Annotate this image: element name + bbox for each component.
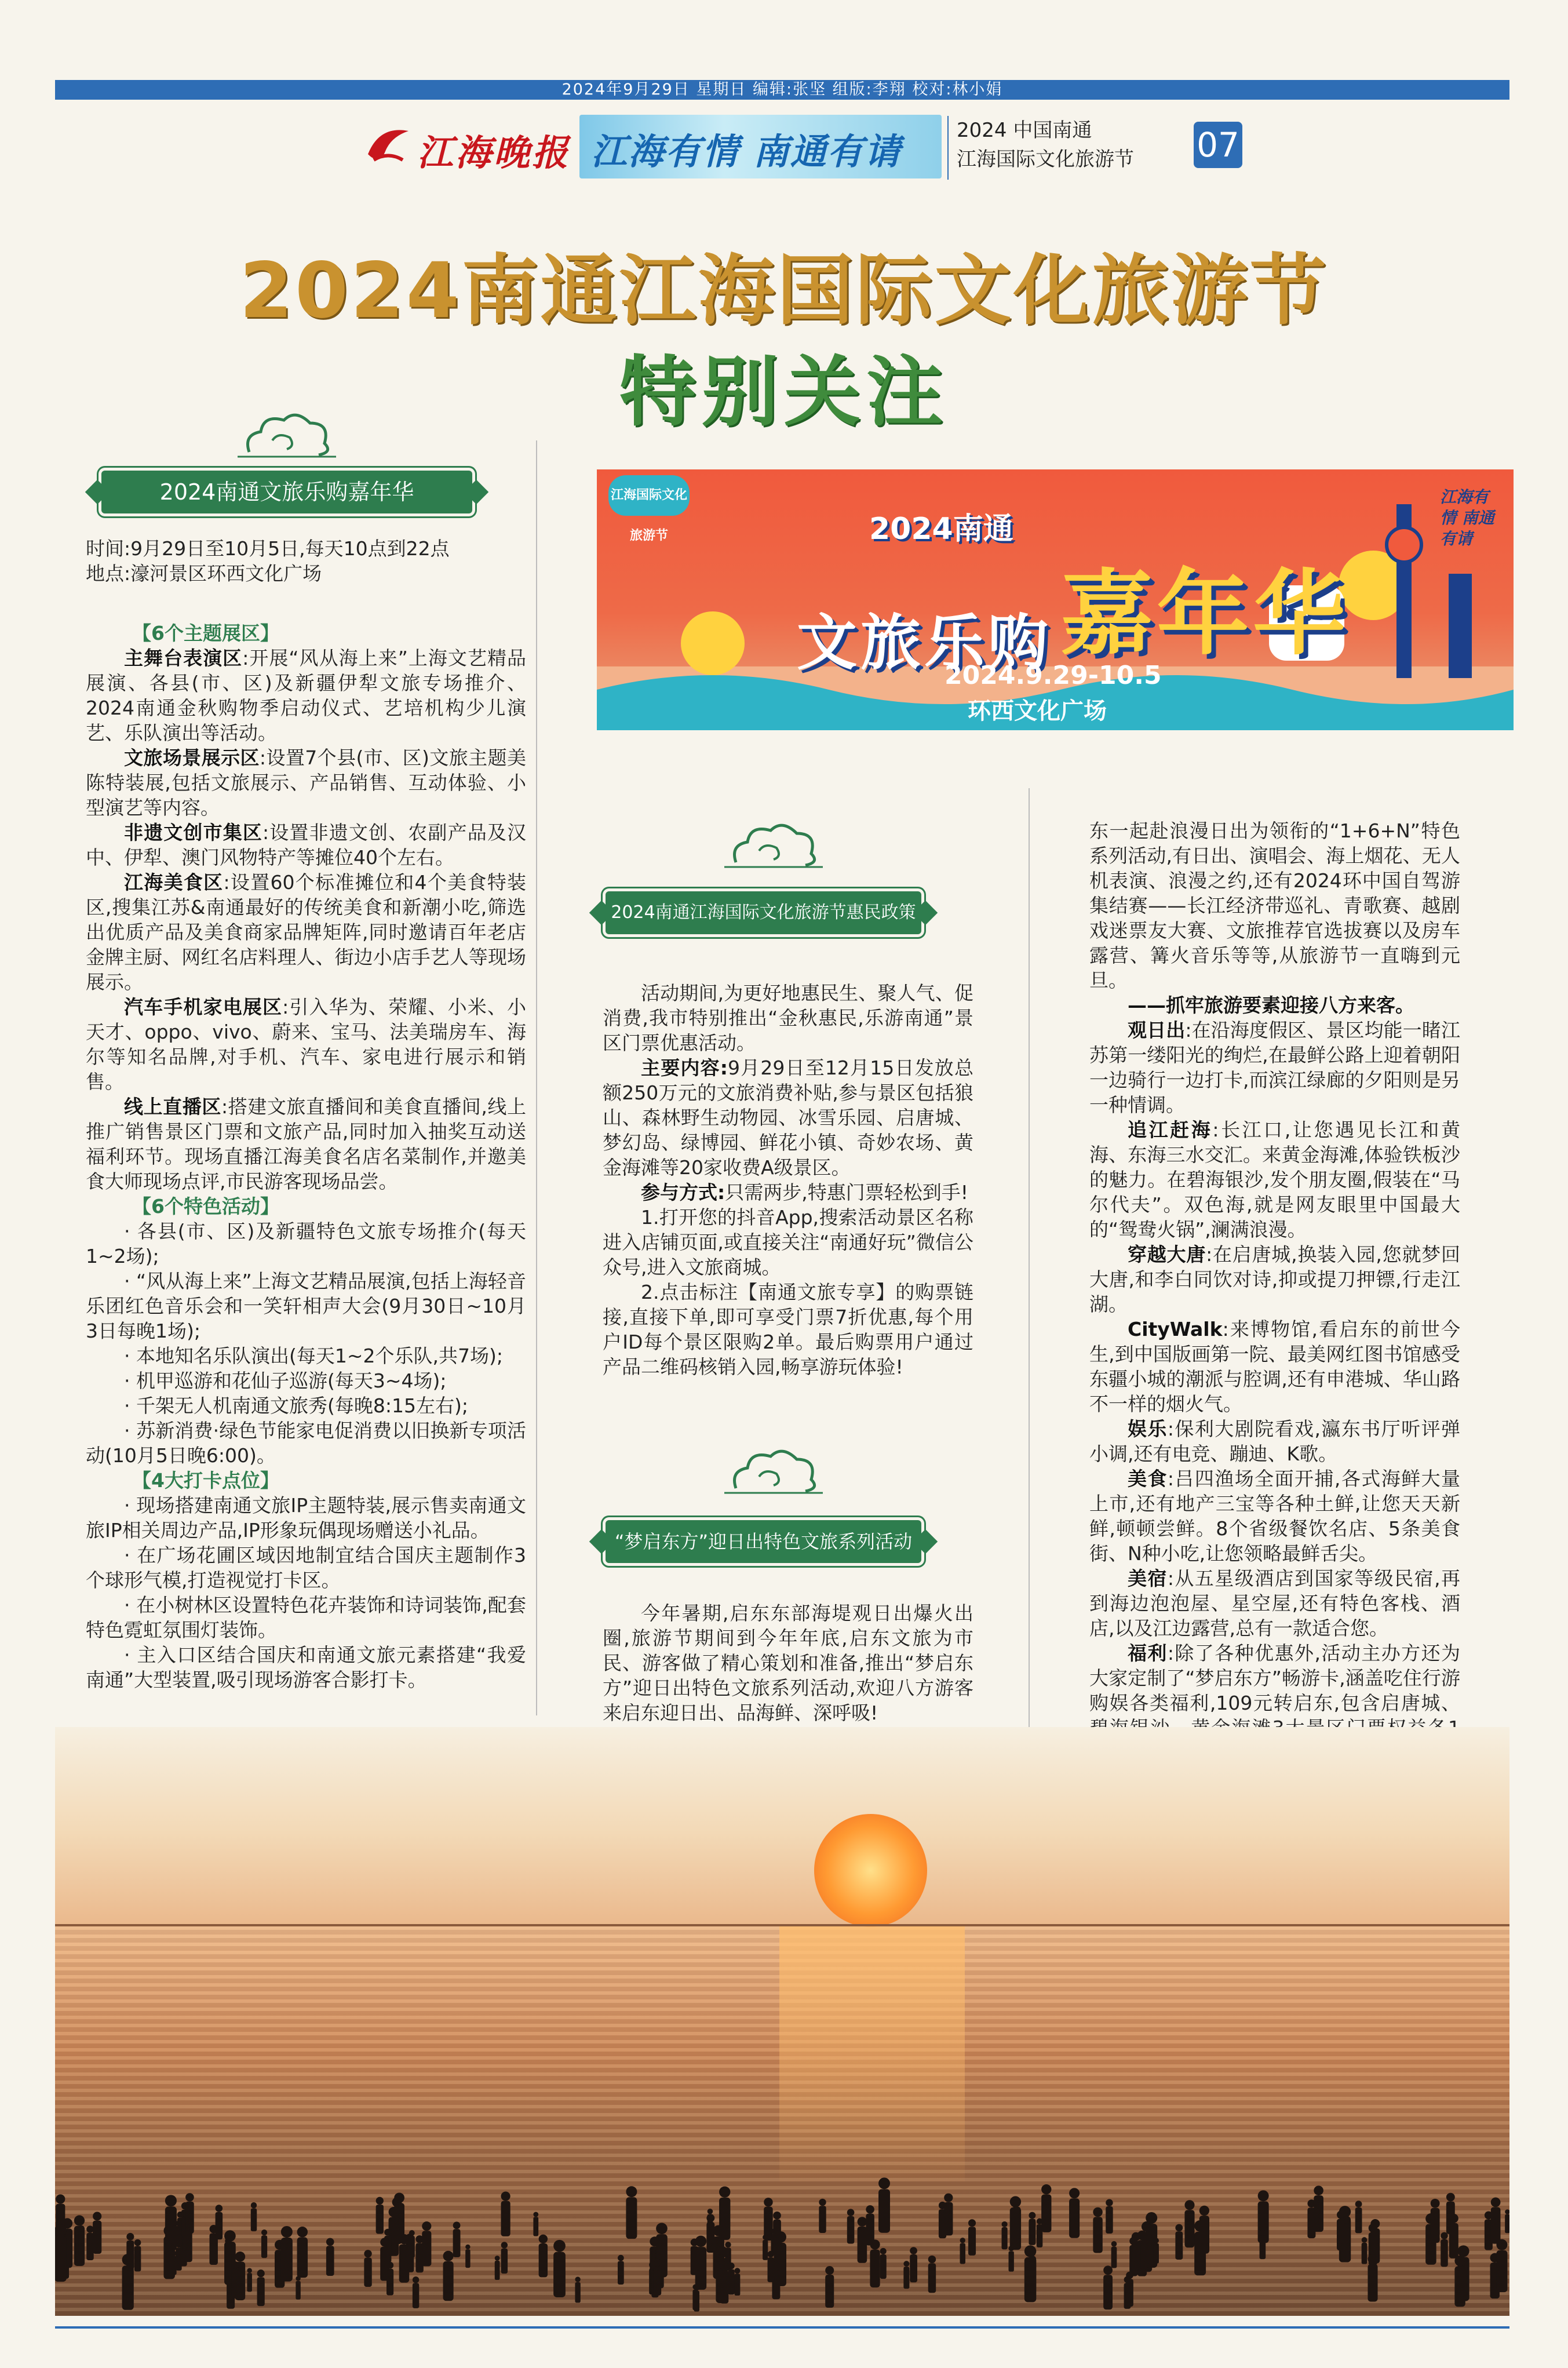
zone-item: 非遗文创市集区:设置非遗文创、农副产品及汉中、伊犁、澳门风物特产等摊位40个左右。	[86, 821, 527, 869]
zone-item: 主舞台表演区:开展“风从海上来”上海文艺精品展演、各县(市、区)及新疆伊犁文旅专场推介、2024南通金秋购物季启动仪式、艺培机构少儿演艺、乐队演出等活动。	[86, 647, 527, 744]
person-silhouette	[1491, 2198, 1501, 2244]
headline-line-2: 特别关注	[619, 348, 949, 437]
zone-item: 线上直播区:搭建文旅直播间和美食直播间,线上推广销售景区门票和文旅产品,同时加入抽奖互动送福利环节。现场直播江海美食名店名菜制作,并邀美食大师现场点评,市民游客现场品尝。	[86, 1095, 527, 1193]
column-2-top	[603, 981, 973, 1379]
sunrise-photo	[55, 1727, 1509, 2316]
person-silhouette	[1199, 2206, 1209, 2254]
poster-date: 2024.9.29-10.5	[945, 661, 1162, 690]
person-silhouette	[296, 2276, 300, 2299]
person-silhouette	[1505, 2209, 1509, 2233]
poster-title-big: 嘉年华	[1060, 559, 1350, 668]
person-silhouette	[86, 2225, 93, 2260]
person-silhouette	[903, 2261, 909, 2289]
person-silhouette	[297, 2227, 308, 2278]
person-silhouette	[1154, 2238, 1159, 2263]
issue-line-2: 江海国际文化旅游节	[957, 148, 1134, 171]
column-1	[86, 536, 526, 1692]
column-3	[1089, 818, 1460, 1815]
person-silhouette	[326, 2238, 334, 2276]
activity-item: · 本地知名乐队演出(每天1~2个乐队,共7场);	[124, 1345, 503, 1367]
activity-item: · “风从海上来”上海文艺精品展演,包括上海轻音乐团红色音乐会和一笑轩相声大会(9月30日~10月3日每晚1场);	[86, 1270, 526, 1342]
page-number: 07	[1194, 122, 1242, 168]
person-silhouette	[1260, 2229, 1266, 2259]
activity-item: · 机甲巡游和花仙子巡游(每天3~4场);	[124, 1369, 447, 1392]
zones-heading: 【6个主题展区】	[132, 622, 279, 644]
person-silhouette	[878, 2177, 890, 2232]
person-silhouette	[1355, 2201, 1362, 2233]
sunrise-item: 美食:吕四渔场全面开捕,各式海鲜大量上市,还有地产三宝等各种土鲜,让您天天新鲜,顿顿尝鲜。8个省级餐饮名店、5条美食街、N种小吃,让您领略最鲜舌尖。	[1089, 1467, 1461, 1565]
person-silhouette	[126, 2233, 134, 2269]
sunrise-item: CityWalk:来博物馆,看启东的前世今生,到中国版画第一院、最美网红图书馆感受东疆小城的潮派与腔调,还有申港城、华山路不一样的烟火气。	[1089, 1318, 1460, 1415]
person-silhouette	[1106, 2199, 1113, 2234]
person-silhouette	[1069, 2188, 1080, 2238]
person-silhouette	[695, 2236, 707, 2290]
slogan-banner	[579, 115, 942, 178]
person-silhouette	[281, 2226, 293, 2282]
poster-corner-text: 江海有情 南通有请	[1440, 487, 1494, 548]
poster-title-line2: 文旅乐购	[797, 607, 1052, 678]
headline-line-1: 2024南通江海国际文化旅游节	[239, 246, 1329, 336]
sunrise-intro: 今年暑期,启东东部海堤观日出爆火出圈,旅游节期间到今年年底,启东文旅为市民、游客做了精心策划和准备,推出“梦启东方”迎日出特色文旅系列活动,欢迎八方游客来启东迎日出、品海鲜、深呼吸!	[603, 1602, 973, 1724]
person-silhouette	[533, 2212, 538, 2236]
person-silhouette	[880, 2248, 887, 2279]
section-title-sunrise: “梦启东方”迎日出特色文旅系列活动	[606, 1520, 921, 1563]
person-silhouette	[1175, 2224, 1183, 2260]
person-silhouette	[1002, 2221, 1008, 2249]
column-divider	[1029, 788, 1030, 1878]
person-silhouette	[1343, 2216, 1351, 2252]
person-silhouette	[768, 2251, 774, 2282]
policy-step-1: 1.打开您的抖音App,搜索活动景区名称进入店铺页面,或直接关注“南通好玩”微信公众号,进入文旅商城。	[603, 1206, 973, 1278]
person-silhouette	[501, 2242, 508, 2274]
person-silhouette	[1431, 2199, 1440, 2243]
sunrise-item: 福利:除了各种优惠外,活动主办方还为大家定制了“梦启东方”畅游卡,涵盖吃住行游购娱各类福利,109元转启东,包含启唐城、	[1089, 1642, 1461, 1714]
zone-item: 汽车手机家电展区:引入华为、荣耀、小米、小天才、oppo、vivo、蔚来、宝马、法美瑞房车、海尔等知名品牌,对手机、汽车、家电进行展示和销售。	[86, 996, 526, 1093]
person-silhouette	[1132, 2232, 1140, 2274]
logo-text: 江海晚报	[417, 132, 571, 174]
sunrise-continued: 东一起赴浪漫日出为领衔的“1+6+N”特色系列活动,有日出、演唱会、海上烟花、无人机表演、浪漫之约,还有2024环中国自驾游集结赛——长江经济带巡礼、青歌赛、越剧戏迷票友大赛、文旅推荐官选拔赛以及房车露营、篝火音乐等等,从旅游节一直嗨到元旦。	[1089, 819, 1460, 992]
bottom-rule	[55, 2326, 1509, 2329]
person-silhouette	[257, 2269, 265, 2306]
person-silhouette	[185, 2193, 194, 2234]
logo-mark-icon	[362, 119, 414, 172]
activity-item: · 千架无人机南通文旅秀(每晚8:15左右);	[124, 1394, 468, 1417]
poster-decoration-icon	[597, 469, 1514, 730]
carnival-poster	[597, 469, 1514, 730]
zone-item: 文旅场景展示区:设置7个县(市、区)文旅主题美陈特装展,包括文旅展示、产品销售、互动体验、小型演艺等内容。	[86, 746, 526, 819]
person-silhouette	[1103, 2265, 1113, 2309]
person-silhouette	[1454, 2256, 1465, 2307]
checkin-item: · 在广场花圃区域因地制宜结合国庆主题制作3个球形气模,打造视觉打卡区。	[86, 1544, 526, 1591]
cloud-ornament-icon	[238, 406, 336, 464]
person-silhouette	[1449, 2214, 1458, 2258]
policy-how: 参与方式:只需两步,特惠门票轻松到手!	[641, 1181, 968, 1204]
issue-line-1: 2024 中国南通	[957, 119, 1092, 142]
person-silhouette	[247, 2268, 252, 2292]
policy-main: 主要内容:9月29日至12月15日发放总额250万元的文旅消费补贴,参与景区包括狼山、森林野生动物园、冰雪乐园、启唐城、梦幻岛、绿博园、鲜花小镇、奇妙农场、黄金海滩等20家收费A级景区。	[603, 1057, 973, 1179]
person-silhouette	[1496, 2239, 1507, 2292]
person-silhouette	[465, 2245, 470, 2268]
person-silhouette	[1029, 2212, 1035, 2245]
checkin-item: · 主入口区结合国庆和南通文旅元素搭建“我爱南通”大型装置,吸引现场游客合影打卡。	[86, 1644, 526, 1691]
slogan-text: 江海有情 南通有请	[591, 130, 902, 173]
person-silhouette	[453, 2221, 461, 2257]
person-silhouette	[968, 2219, 976, 2256]
beach-crowd-icon	[55, 2162, 1509, 2316]
poster-title-small: 2024南通	[869, 512, 1013, 547]
person-silhouette	[539, 2235, 548, 2278]
person-silhouette	[575, 2276, 580, 2303]
column-divider	[536, 440, 537, 1715]
person-silhouette	[1368, 2254, 1377, 2302]
person-silhouette	[261, 2229, 267, 2258]
person-silhouette	[719, 2187, 730, 2240]
newspaper-logo	[362, 119, 571, 172]
person-silhouette	[409, 2230, 415, 2258]
sunrise-sub-2: ——抓牢旅游要素迎接八方来客。	[1128, 994, 1414, 1017]
person-silhouette	[78, 2225, 85, 2255]
person-silhouette	[399, 2234, 410, 2283]
sunrise-item: 穿越大唐:在启唐城,换装入园,您就梦回大唐,和李白同饮对诗,抑或提刀押镖,行走江湖。	[1089, 1243, 1460, 1316]
event-place: 地点:濠河景区环西文化广场	[86, 562, 322, 585]
person-silhouette	[553, 2240, 566, 2297]
person-silhouette	[763, 2235, 768, 2260]
person-silhouette	[501, 2191, 510, 2236]
issue-label	[947, 116, 1165, 180]
cloud-ornament-icon	[724, 1442, 823, 1500]
activity-item: · 各县(市、区)及新疆特色文旅专场推介(每天1~2场);	[86, 1220, 526, 1267]
person-silhouette	[1041, 2184, 1051, 2232]
person-silhouette	[1126, 2272, 1133, 2307]
person-silhouette	[376, 2197, 384, 2234]
person-silhouette	[225, 2238, 232, 2269]
policy-intro: 活动期间,为更好地惠民生、聚人气、促消费,我市特别推出“金秋惠民,乐游南通”景区门票优惠活动。	[603, 982, 973, 1054]
section-title-carnival: 2024南通文旅乐购嘉年华	[101, 471, 472, 513]
person-silhouette	[910, 2247, 917, 2282]
checkin-item: · 现场搭建南通文旅IP主题特装,展示售卖南通文旅IP相关周边产品,IP形象玩偶现场赠送小礼品。	[86, 1494, 526, 1542]
person-silhouette	[1184, 2200, 1194, 2247]
person-silhouette	[443, 2251, 454, 2301]
person-silhouette	[847, 2209, 855, 2243]
checkin-heading: 【4大打卡点位】	[132, 1469, 279, 1492]
checkin-item: · 在小树林区设置特色花卉装饰和诗词装饰,配套特色霓虹氛围灯装饰。	[86, 1594, 526, 1641]
person-silhouette	[1441, 2232, 1447, 2267]
masthead	[55, 115, 1509, 181]
person-silhouette	[93, 2212, 101, 2254]
sunrise-item: 追江赶海:长江口,让您遇见长江和黄海、东海三水交汇。来黄金海滩,体验铁板沙的魅力。在碧海银沙,发个朋友圈,假装在“马尔代夫”。双色海,就是网友眼里中国最大的“鸳鸯火锅”,澜满浪漫。	[1089, 1119, 1461, 1241]
top-info-bar: 2024年9月29日 星期日 编辑:张坚 组版:李翔 校对:林小娟	[55, 80, 1509, 100]
activity-item: · 苏新消费·绿色节能家电促消费以旧换新专项活动(10月5日晚6:00)。	[86, 1419, 526, 1467]
person-silhouette	[626, 2186, 637, 2239]
person-silhouette	[720, 2262, 728, 2303]
person-silhouette	[774, 2237, 782, 2276]
person-silhouette	[734, 2268, 740, 2296]
person-silhouette	[422, 2221, 431, 2266]
person-silhouette	[618, 2255, 624, 2285]
person-silhouette	[764, 2198, 772, 2241]
person-silhouette	[251, 2202, 257, 2231]
person-silhouette	[1111, 2241, 1117, 2268]
person-silhouette	[216, 2205, 223, 2239]
person-silhouette	[413, 2276, 419, 2308]
person-silhouette	[1362, 2237, 1368, 2264]
cloud-ornament-icon	[724, 816, 823, 874]
sun-reflection	[779, 1926, 965, 2181]
person-silhouette	[825, 2266, 834, 2308]
person-silhouette	[1012, 2198, 1021, 2239]
person-silhouette	[866, 2205, 874, 2246]
person-silhouette	[944, 2194, 953, 2236]
person-silhouette	[819, 2199, 826, 2233]
person-silhouette	[231, 2261, 239, 2298]
person-silhouette	[654, 2258, 661, 2295]
event-time: 时间:9月29日至10月5日,每天10点到22点	[86, 537, 450, 560]
sun-icon	[814, 1814, 927, 1927]
sunrise-item: 观日出:在沿海度假区、景区均能一睹江苏第一缕阳光的绚烂,在最鲜公路上迎着朝阳一边骑行一边打卡,而滨江绿廊的夕阳则是另一种情调。	[1089, 1019, 1461, 1116]
sunrise-item: 娱乐:保利大剧院看戏,瀛东书厅听评弹小调,还有电竞、蹦迪、K歌。	[1089, 1418, 1461, 1465]
person-silhouette	[960, 2238, 965, 2264]
person-silhouette	[870, 2239, 880, 2287]
person-silhouette	[928, 2256, 936, 2293]
poster-badge: 江海国际文化旅游节	[608, 475, 690, 516]
person-silhouette	[134, 2239, 141, 2272]
person-silhouette	[495, 2256, 500, 2280]
poster-venue: 环西文化广场	[968, 698, 1107, 724]
person-silhouette	[1029, 2256, 1036, 2292]
person-silhouette	[364, 2250, 371, 2287]
person-silhouette	[55, 2224, 67, 2282]
person-silhouette	[1314, 2185, 1323, 2232]
person-silhouette	[380, 2238, 389, 2280]
person-silhouette	[858, 2217, 867, 2263]
activities-heading: 【6个特色活动】	[132, 1195, 279, 1218]
person-silhouette	[1093, 2207, 1102, 2253]
section-title-policy: 2024南通江海国际文化旅游节惠民政策	[606, 891, 921, 934]
sunrise-item: 美宿:从五星级酒店到国家等级民宿,再到海边泡泡屋、星空屋,还有特色客栈、酒店,以及江边露营,总有一款适合您。	[1089, 1567, 1461, 1640]
zone-item: 江海美食区:设置60个标准摊位和4个美食特装区,搜集江苏&南通最好的传统美食和新潮小吃,筛选出优质产品及美食商家品牌矩阵,同时邀请百年老店金牌主厨、网红名店料理人、街边小店手艺人等现场展示。	[86, 871, 527, 993]
policy-step-2: 2.点击标注【南通文旅专享】的购票链接,直接下单,即可享受门票7折优惠,每个用户ID每个景区限购2单。最后购票用户通过产品二维码核销入园,畅享游玩体验!	[603, 1281, 973, 1378]
person-silhouette	[728, 2263, 735, 2294]
